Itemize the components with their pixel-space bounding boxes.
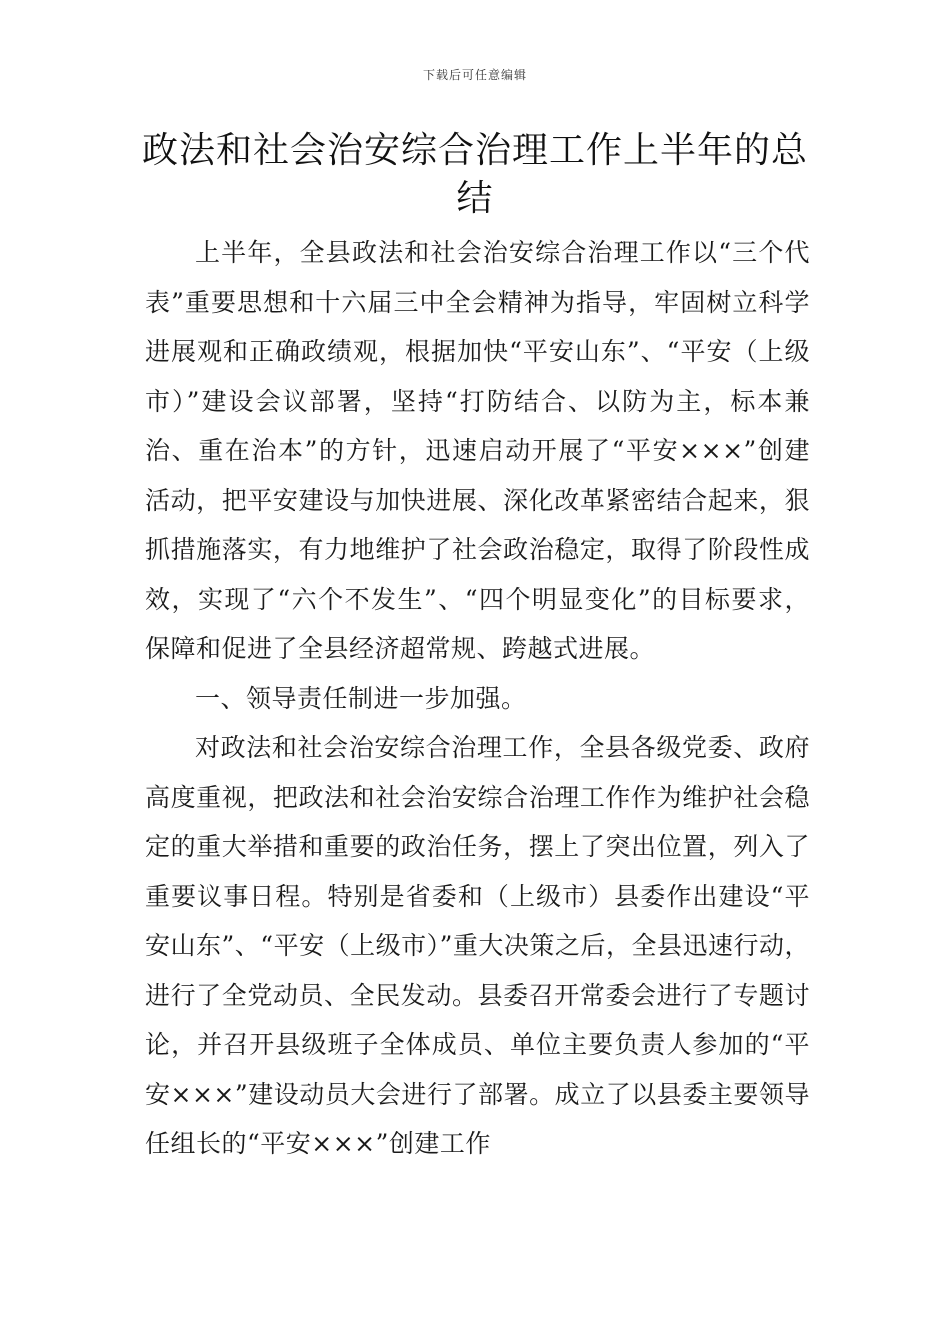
- intro-paragraph: 上半年，全县政法和社会治安综合治理工作以“三个代表”重要思想和十六届三中全会精神为指导，牢固树立科学进展观和正确政绩观，根据加快“平安山东”、“平安（上级市）”建设会议部署，坚持“打防结合、以防为主，标本兼治、重在治本”的方针，迅速启动开展了“平安×××”创建活动，把平安建设与加快进展、深化改革紧密结合起来，狠抓措施落实，有力地维护了社会政治稳定，取得了阶段性成效，实现了“六个不发生”、“四个明显变化”的目标要求，保障和促进了全县经济超常规、跨越式进展。: [145, 238, 810, 663]
- document-title: 政法和社会治安综合治理工作上半年的总结: [141, 130, 808, 219]
- section-heading: 一、领导责任制进一步加强。: [195, 683, 527, 713]
- section-paragraph: 对政法和社会治安综合治理工作，全县各级党委、政府高度重视，把政法和社会治安综合治理工作作为维护社会稳定的重大举措和重要的政治任务，摆上了突出位置，列入了重要议事日程。特别是省委和（上级市）县委作出建设“平安山东”、“平安（上级市）”重大决策之后，全县迅速行动，进行了全党动员、全民发动。县委召开常委会进行了专题讨论，并召开县级班子全体成员、单位主要负责人参加的“平安×××”建设动员大会进行了部署。成立了以县委主要领导任组长的“平安×××”创建工作: [145, 733, 810, 1158]
- document-body: [145, 228, 810, 1169]
- header-note: 下载后可任意编辑: [422, 68, 527, 82]
